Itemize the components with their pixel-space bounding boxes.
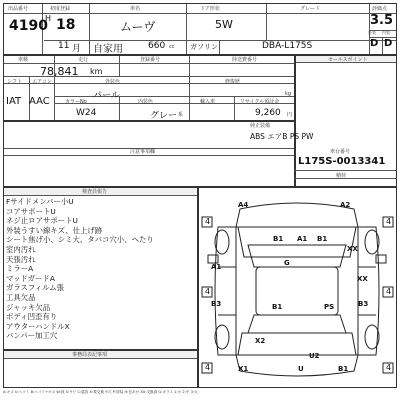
- damage-mark: G: [284, 259, 290, 267]
- list-item: シート焦げ小、シミ大、タバコ穴小、へたり: [6, 235, 154, 245]
- damage-legend: A:キズ U:ヘコミ B:ヘコミ+キズ W:波 S:サビ C:腐食 X:要交換 Y:穴 P:塗装 H:色あせ XX:交換済 G:ガラス 1:小 2:中 3:大: [3, 390, 198, 394]
- damage-mark: A4: [238, 201, 249, 209]
- model-name-label: 車名: [130, 6, 141, 12]
- kg-unit: kg: [285, 91, 292, 97]
- interior-grade: D: [384, 38, 393, 49]
- km-unit: km: [90, 67, 103, 76]
- damage-mark: A1: [297, 235, 308, 243]
- side-number-mid-right: 4: [386, 287, 392, 296]
- color-no-label: カラーNo: [65, 99, 87, 105]
- plate-label: 積荷: [336, 173, 347, 179]
- history-label: 修復歴: [225, 79, 241, 85]
- fuel: ガソリン: [190, 43, 218, 51]
- damage-mark: X2: [255, 337, 266, 345]
- model-name: ムーヴ: [120, 20, 156, 34]
- list-item: ボディ凹歪有り: [6, 312, 58, 322]
- lot-no-label: 出品番号: [8, 6, 29, 12]
- first-reg-label: 初度登録: [50, 6, 71, 12]
- notes-label: 注意事項欄: [130, 149, 156, 155]
- sales-point-section: [295, 55, 397, 187]
- inspection-list: [6, 197, 154, 341]
- interior-label: 内装: [382, 30, 390, 35]
- reg-year: 18: [56, 17, 76, 33]
- list-item: Fサイドメンバー小U: [6, 197, 74, 206]
- int-color-suffix: 系: [178, 112, 184, 118]
- damage-mark: A2: [340, 201, 351, 209]
- damage-mark: XX: [357, 275, 368, 283]
- era: H: [45, 14, 52, 23]
- damage-mark: U: [298, 365, 304, 373]
- use-type: 自家用: [93, 44, 123, 55]
- shift-label: シフト: [7, 79, 23, 85]
- aircon-value: AAC: [29, 96, 50, 107]
- list-item: ガラスフィルム張: [6, 283, 65, 293]
- door-type: 5W: [215, 18, 233, 31]
- mileage-label: 走行: [78, 57, 89, 63]
- reg-month: 11: [58, 41, 70, 51]
- exterior-grade: D: [370, 38, 379, 49]
- list-item: バンパー加工穴: [6, 331, 58, 341]
- grade-label: グレード: [300, 6, 321, 12]
- yen-unit: 円: [287, 112, 293, 118]
- exterior-label: 外装: [368, 30, 376, 35]
- doors-label: ドア形状: [200, 6, 220, 12]
- cc-unit: cc: [169, 44, 175, 50]
- inspection-title: 検査員報告: [82, 189, 108, 195]
- color-no-value: W24: [76, 108, 97, 118]
- damage-mark: A1: [211, 263, 222, 271]
- car-outline: [198, 187, 397, 388]
- damage-mark: B1: [272, 303, 283, 311]
- list-item: ミラーA: [6, 264, 34, 274]
- equipment-value: ABS エアB PS PW: [250, 132, 314, 141]
- score-value: 3.5: [370, 13, 394, 28]
- side-number-top-left: 4: [205, 217, 211, 226]
- score-label: 評価点: [372, 6, 388, 12]
- side-number-bottom-left: 4: [205, 363, 211, 372]
- equipment-label: 純正装備: [250, 123, 271, 129]
- list-item: 室内汚れ: [6, 244, 36, 254]
- damage-mark: B3: [211, 300, 222, 308]
- side-number-top-right: 4: [386, 217, 392, 226]
- list-item: ネジ止ロアサポートU: [6, 216, 78, 226]
- lot-number: 4190: [9, 18, 48, 34]
- recycle-fee-label: リサイクル預託金: [240, 99, 280, 105]
- registration-label: 登録番号: [140, 57, 161, 63]
- month-unit: 月: [72, 44, 82, 54]
- damage-mark: B3: [358, 300, 369, 308]
- side-number-mid-left: 4: [205, 287, 211, 296]
- ext-color-value: パール: [93, 91, 120, 101]
- aircon-label: エアコン: [32, 79, 52, 85]
- list-item: 天張汚れ: [6, 254, 36, 264]
- chassis-number: L175S-0013341: [298, 156, 386, 167]
- chassis-label: 車台番号: [330, 149, 351, 155]
- damage-mark: B1: [317, 235, 328, 243]
- list-item: 外装うすい線キズ、仕上げ跡: [6, 225, 103, 235]
- mileage-value: 78,841: [40, 65, 79, 78]
- int-color-value: グレー: [150, 111, 178, 121]
- sales-point-title: セールスポイント: [328, 57, 368, 63]
- list-item: マッドガードA: [6, 273, 55, 283]
- damage-mark: B1: [273, 235, 284, 243]
- damage-mark: PS: [324, 303, 335, 311]
- displacement: 660: [148, 41, 166, 51]
- damage-mark: B1: [338, 365, 349, 373]
- list-item: 工具欠品: [6, 292, 36, 302]
- shift-value: IAT: [6, 96, 22, 107]
- damage-mark: U2: [309, 352, 320, 360]
- damage-mark: XX: [347, 245, 358, 253]
- ext-color-label: 外装色: [105, 79, 121, 85]
- recycle-fee-value: 9,260: [255, 108, 281, 118]
- list-item: ジャッキ欠品: [6, 302, 51, 312]
- office-notes-title: 事務局表記事項: [72, 352, 108, 358]
- recycle-label: 陸送費番号: [232, 57, 258, 63]
- list-item: コアサポートU: [6, 206, 56, 216]
- damage-mark: X1: [238, 365, 249, 373]
- side-number-bottom-right: 4: [386, 363, 392, 372]
- model-code: DBA-L175S: [262, 41, 313, 51]
- int-color-label: 内装色: [138, 99, 154, 105]
- inspection-label: 車検: [18, 57, 29, 63]
- list-item: アウターハンドルX: [6, 321, 70, 331]
- import-label: 輸入車: [200, 99, 216, 105]
